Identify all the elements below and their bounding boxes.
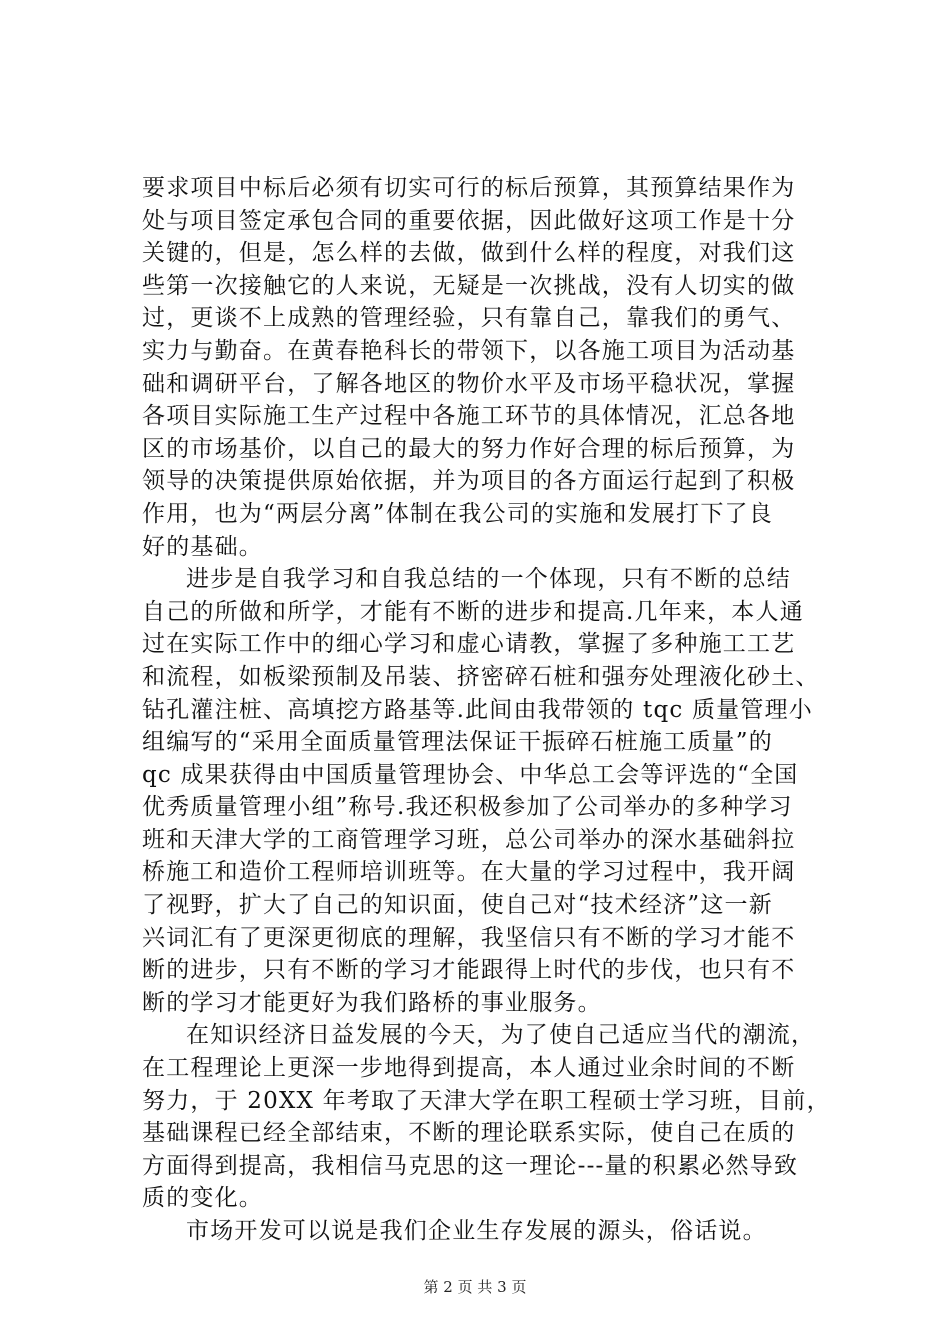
text-line: 断的进步，只有不断的学习才能跟得上时代的步伐，也只有不 [142,957,796,984]
text-line: 兴词汇有了更深更彻底的理解，我坚信只有不断的学习才能不 [142,924,796,951]
text-line: 过在实际工作中的细心学习和虚心请教，掌握了多种施工工艺 [142,631,796,658]
document-body [142,172,842,1248]
text-line: 自己的所做和所学，才能有不断的进步和提高.几年来，本人通 [142,598,804,625]
text-line: 努力，于 20XX 年考取了天津大学在职工程硕士学习班，目前， [142,1087,831,1114]
text-line: 基础课程已经全部结束，不断的理论联系实际，使自己在质的 [142,1120,796,1147]
text-line: 作用，也为“两层分离”体制在我公司的实施和发展打下了良 [142,500,773,527]
text-line: 过，更谈不上成熟的管理经验，只有靠自己，靠我们的勇气、 [142,305,796,332]
text-line: 桥施工和造价工程师培训班等。在大量的学习过程中，我开阔 [142,859,796,886]
paragraph-start-line: 在知识经济日益发展的今天，为了使自己适应当代的潮流， [186,1022,816,1049]
text-line: 方面得到提高，我相信马克思的这一理论---量的积累必然导致 [142,1152,799,1179]
text-line: 各项目实际施工生产过程中各施工环节的具体情况，汇总各地 [142,403,796,430]
paragraph-start-line: 市场开发可以说是我们企业生存发展的源头，俗话说。 [186,1218,767,1244]
text-line: 和流程，如板梁预制及吊装、挤密碎石桩和强夯处理液化砂土、 [142,663,820,690]
text-line: 要求项目中标后必须有切实可行的标后预算，其预算结果作为 [142,175,796,201]
text-line: 在工程理论上更深一步地得到提高，本人通过业余时间的不断 [142,1055,796,1082]
text-line: 质的变化。 [142,1185,263,1212]
text-line: qc 成果获得由中国质量管理协会、中华总工会等评选的“全国 [142,761,799,788]
text-line: 础和调研平台，了解各地区的物价水平及市场平稳状况，掌握 [142,370,796,397]
text-line: 组编写的“采用全面质量管理法保证干振碎石桩施工质量”的 [142,729,773,756]
text-line: 处与项目签定承包合同的重要依据，因此做好这项工作是十分 [142,207,796,234]
text-line: 实力与勤奋。在黄春艳科长的带领下，以各施工项目为活动基 [142,337,796,364]
text-line: 些第一次接触它的人来说，无疑是一次挑战，没有人切实的做 [142,272,796,299]
text-line: 优秀质量管理小组”称号.我还积极参加了公司举办的多种学习 [142,794,793,821]
text-line: 了视野，扩大了自己的知识面，使自己对“技术经济”这一新 [142,892,773,919]
page-footer: 第 2 页 共 3 页 [423,1278,527,1296]
text-line: 断的学习才能更好为我们路桥的事业服务。 [142,989,602,1016]
text-line: 班和天津大学的工商管理学习班，总公司举办的深水基础斜拉 [142,826,796,853]
text-line: 钻孔灌注桩、高填挖方路基等.此间由我带领的 tqc 质量管理小 [142,696,813,723]
paragraph-start-line: 进步是自我学习和自我总结的一个体现，只有不断的总结 [186,566,791,593]
text-line: 领导的决策提供原始依据，并为项目的各方面运行起到了积极 [142,468,796,495]
text-line: 区的市场基价，以自己的最大的努力作好合理的标后预算，为 [142,435,796,462]
text-line: 好的基础。 [142,533,263,560]
text-line: 关键的，但是，怎么样的去做，做到什么样的程度，对我们这 [142,240,796,267]
